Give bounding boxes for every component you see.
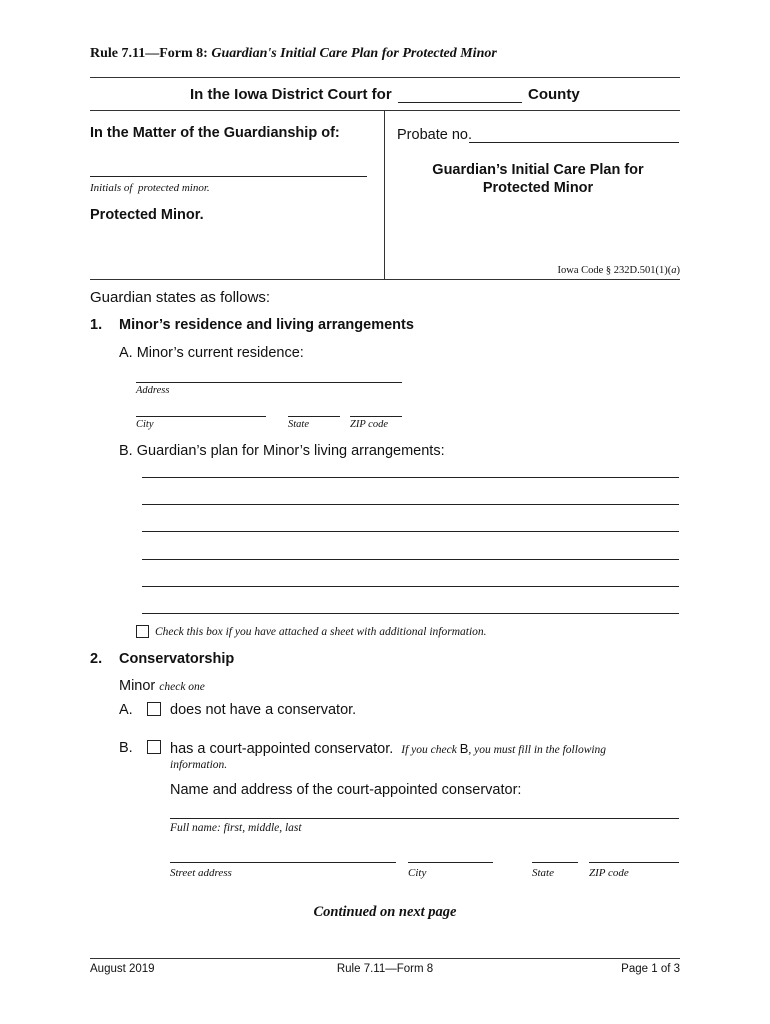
- city-label: City: [136, 419, 154, 430]
- intro-statement: Guardian states as follows:: [90, 289, 271, 306]
- conservator-street-field[interactable]: [170, 862, 396, 863]
- form-title: [400, 161, 676, 197]
- conservator-state-label: State: [532, 867, 554, 879]
- address-field[interactable]: [136, 382, 402, 383]
- option-b-checkbox[interactable]: [147, 740, 161, 754]
- conservator-full-name-field[interactable]: [170, 818, 679, 819]
- form-title-line2: Protected Minor: [482, 180, 594, 196]
- footer-page: Page 1 of 3: [621, 963, 680, 975]
- section1-title: Minor’s residence and living arrangements: [119, 317, 414, 333]
- option-b-letter: B.: [119, 740, 133, 756]
- plan-line[interactable]: [142, 586, 679, 587]
- conservator-zip-field[interactable]: [589, 862, 679, 863]
- caption-bottom-rule: [90, 279, 680, 280]
- plan-line[interactable]: [142, 477, 679, 478]
- city-field[interactable]: [136, 416, 266, 417]
- header-divider: [90, 77, 680, 78]
- option-b-note-line2: information.: [170, 759, 228, 771]
- footer-divider: [90, 958, 680, 959]
- option-a-checkbox[interactable]: [147, 702, 161, 716]
- footer-date: August 2019: [90, 963, 155, 975]
- matter-heading: In the Matter of the Guardianship of:: [90, 125, 340, 141]
- probate-label: Probate no.: [397, 127, 472, 143]
- attach-sheet-checkbox[interactable]: [136, 625, 149, 638]
- conservator-zip-label: ZIP code: [589, 867, 629, 879]
- plan-line[interactable]: [142, 613, 679, 614]
- minor-check-one: [119, 677, 205, 695]
- address-label: Address: [136, 385, 170, 396]
- state-label: State: [288, 419, 309, 430]
- initials-label: Initials of protected minor.: [90, 182, 210, 194]
- plan-line[interactable]: [142, 504, 679, 505]
- section1-part-b: B. Guardian’s plan for Minor’s living arrangements:: [119, 443, 445, 459]
- continued-note: Continued on next page: [313, 904, 457, 920]
- zip-label: ZIP code: [350, 419, 389, 430]
- initials-field[interactable]: [90, 176, 367, 177]
- section1-number: 1.: [90, 317, 103, 333]
- option-a-letter: A.: [119, 702, 133, 718]
- conservator-heading: Name and address of the court-appointed conservator:: [170, 782, 522, 798]
- form-title-line1: Guardian’s Initial Care Plan for: [432, 162, 644, 178]
- minor-label: Minor: [119, 678, 156, 694]
- county-field[interactable]: [398, 102, 522, 103]
- rule-prefix: Rule 7.11—Form 8:: [90, 46, 208, 61]
- option-b-note: If you check B, you must fill in the following: [401, 741, 607, 756]
- rule-title: Guardian's Initial Care Plan for Protected Minor: [211, 46, 497, 61]
- caption-vertical-divider: [384, 110, 385, 279]
- section1-part-a: A. Minor’s current residence:: [119, 345, 304, 361]
- conservator-street-label: Street address: [170, 867, 232, 879]
- iowa-code-citation: Iowa Code § 232D.501(1)(a): [557, 265, 680, 276]
- protected-minor-label: Protected Minor.: [90, 207, 204, 223]
- option-a-label: does not have a conservator.: [170, 702, 357, 718]
- zip-field[interactable]: [350, 416, 402, 417]
- county-label: County: [528, 86, 580, 103]
- probate-number-field[interactable]: [469, 142, 679, 143]
- conservator-state-field[interactable]: [532, 862, 578, 863]
- check-one-hint: check one: [159, 681, 205, 693]
- conservator-city-field[interactable]: [408, 862, 493, 863]
- plan-line[interactable]: [142, 531, 679, 532]
- plan-line[interactable]: [142, 559, 679, 560]
- court-divider: [90, 110, 680, 111]
- option-b-label: has a court-appointed conservator.: [170, 741, 394, 757]
- court-heading: [190, 86, 392, 103]
- conservator-city-label: City: [408, 867, 427, 879]
- form-rule-header: [90, 46, 497, 62]
- option-b-text: [170, 740, 606, 758]
- full-name-label: Full name: first, middle, last: [170, 822, 302, 834]
- court-prefix: In the Iowa District Court for: [190, 86, 392, 103]
- section2-title: Conservatorship: [119, 651, 235, 667]
- state-field[interactable]: [288, 416, 340, 417]
- footer-rule: Rule 7.11—Form 8: [336, 963, 434, 975]
- section2-number: 2.: [90, 651, 103, 667]
- attach-sheet-label: Check this box if you have attached a sheet with additional information.: [155, 626, 487, 638]
